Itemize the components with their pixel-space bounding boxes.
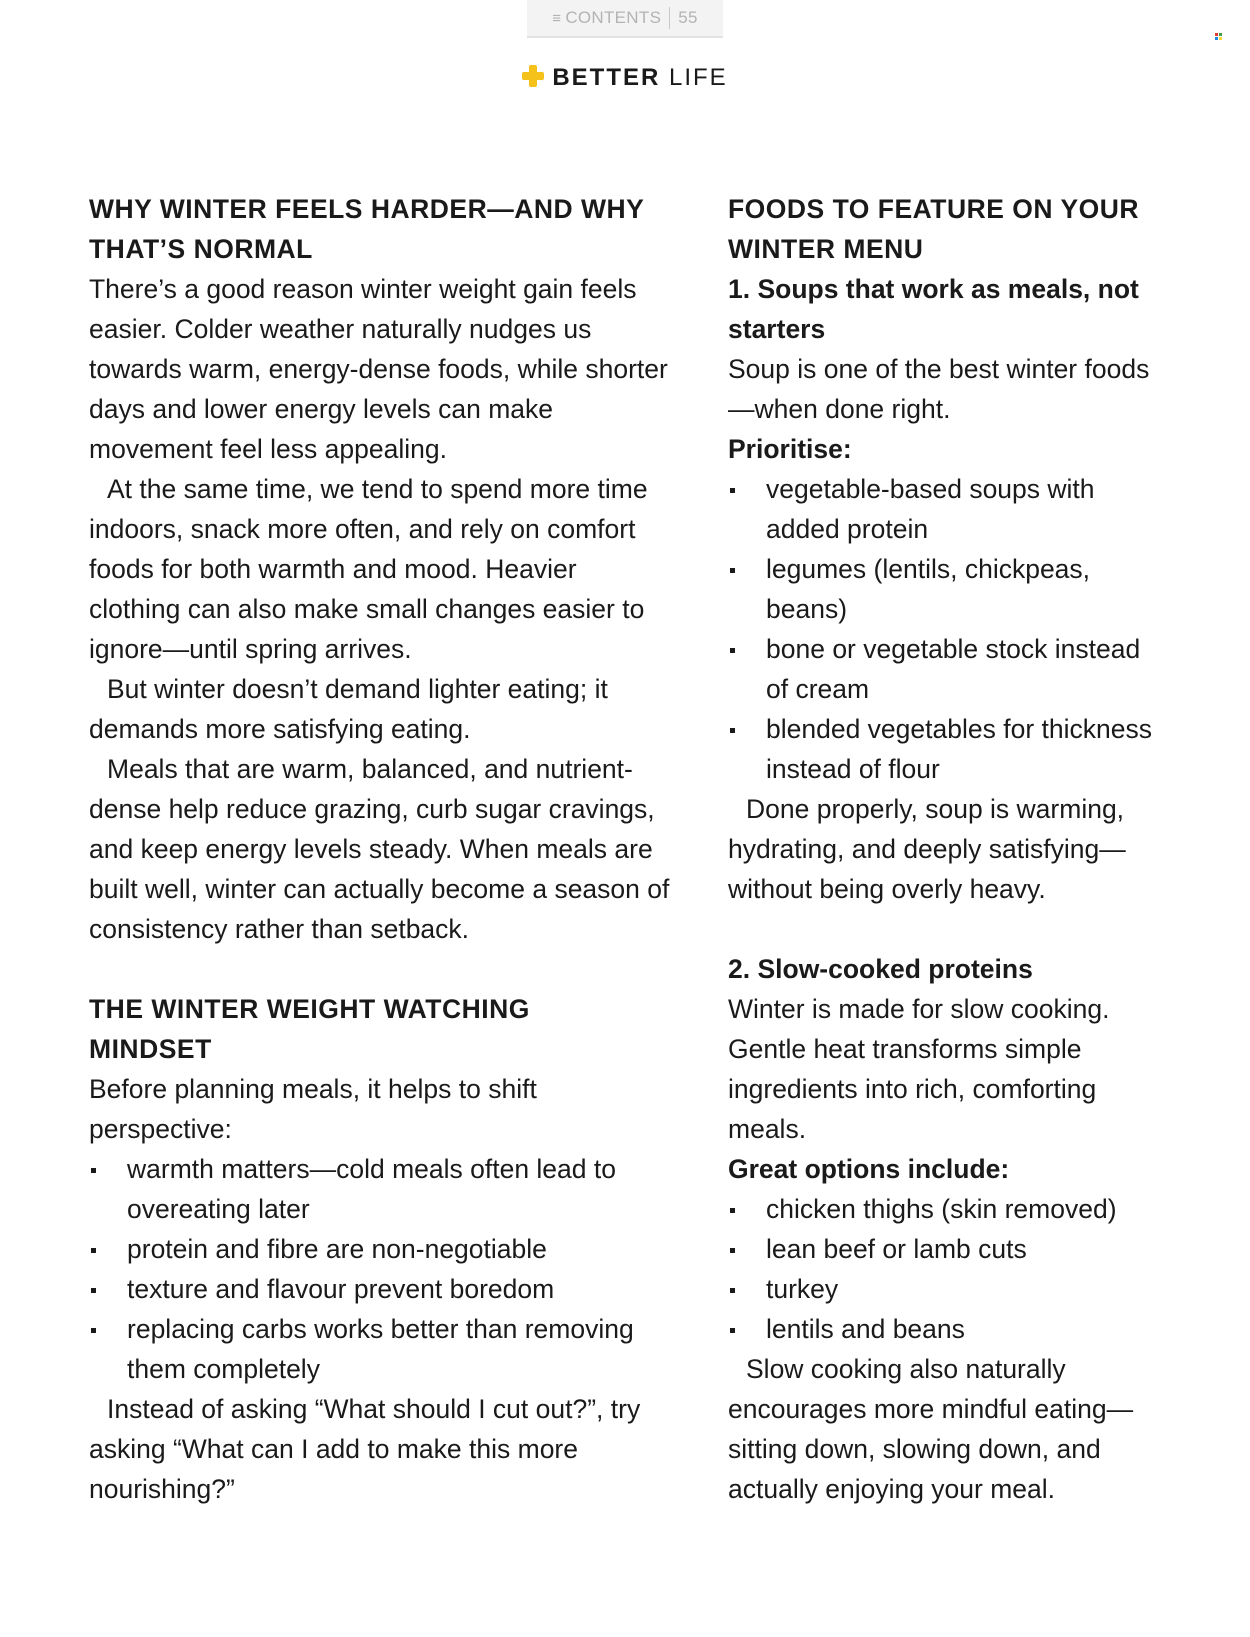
paragraph: There’s a good reason winter weight gain feels easier. Colder weather naturally nudges us towards warm, energy-dense foods, while shorter days and lower energy levels can make movement feel less appealing. [89,274,668,464]
list-label: Great options include: [728,1154,1010,1184]
contents-bar[interactable] [527,0,723,38]
left-column [89,189,674,1509]
bullet-list [728,1189,1158,1349]
divider [669,7,670,29]
section-heading: FOODS TO FEATURE ON YOUR WINTER MENU [728,194,1140,264]
section-header [0,64,1250,92]
section-heading: WHY WINTER FEELS HARDER—AND WHY THAT’S NORMAL [89,194,645,264]
paragraph: Done properly, soup is warming, hydrating, and deeply satisfying—without being overly heavy. [728,794,1126,904]
bullet-list [89,1149,674,1389]
list-item: chicken thighs (skin removed) [728,1189,1158,1229]
brand-light: LIFE [668,64,728,91]
subheading: 2. Slow-cooked proteins [728,954,1033,984]
list-item: protein and fibre are non-negotiable [89,1229,674,1269]
corner-color-dots-icon [1215,33,1223,41]
list-item: turkey [728,1269,1158,1309]
paragraph: Instead of asking “What should I cut out?”, try asking “What can I add to make this more nourishing?” [89,1394,641,1504]
list-item: lentils and beans [728,1309,1158,1349]
list-item: texture and flavour prevent boredom [89,1269,674,1309]
list-label: Prioritise: [728,434,852,464]
list-item: blended vegetables for thickness instead of flour [728,709,1158,789]
plus-cross-icon [522,65,544,87]
bullet-list [728,469,1158,789]
page-number: 55 [678,8,698,27]
list-item: legumes (lentils, chickpeas, beans) [728,549,1158,629]
menu-icon[interactable]: ≡ [552,9,562,27]
paragraph: Slow cooking also naturally encourages more mindful eating—sitting down, slowing down, and actually enjoying your meal. [728,1354,1134,1504]
paragraph: Winter is made for slow cooking. Gentle heat transforms simple ingredients into rich, comforting meals. [728,994,1110,1144]
paragraph: But winter doesn’t demand lighter eating; it demands more satisfying eating. [89,674,608,744]
list-item: vegetable-based soups with added protein [728,469,1158,549]
subheading: 1. Soups that work as meals, not starters [728,274,1139,344]
list-item: bone or vegetable stock instead of cream [728,629,1158,709]
paragraph: Meals that are warm, balanced, and nutrient-dense help reduce grazing, curb sugar cravings, and keep energy levels steady. When meals are built well, winter can actually become a season of consistency rather than setback. [89,754,670,944]
list-item: warmth matters—cold meals often lead to overeating later [89,1149,674,1229]
right-column [728,189,1158,1509]
list-item: replacing carbs works better than removing them completely [89,1309,674,1389]
list-item: lean beef or lamb cuts [728,1229,1158,1269]
paragraph: Soup is one of the best winter foods—when done right. [728,354,1150,424]
contents-link[interactable]: CONTENTS [565,8,662,27]
paragraph: At the same time, we tend to spend more time indoors, snack more often, and rely on comfort foods for both warmth and mood. Heavier clothing can also make small changes easier to ignore—until spring arrives. [89,474,648,664]
section-heading: THE WINTER WEIGHT WATCHING MINDSET [89,994,530,1064]
brand-strong: BETTER [552,64,661,91]
paragraph: Before planning meals, it helps to shift perspective: [89,1074,537,1144]
